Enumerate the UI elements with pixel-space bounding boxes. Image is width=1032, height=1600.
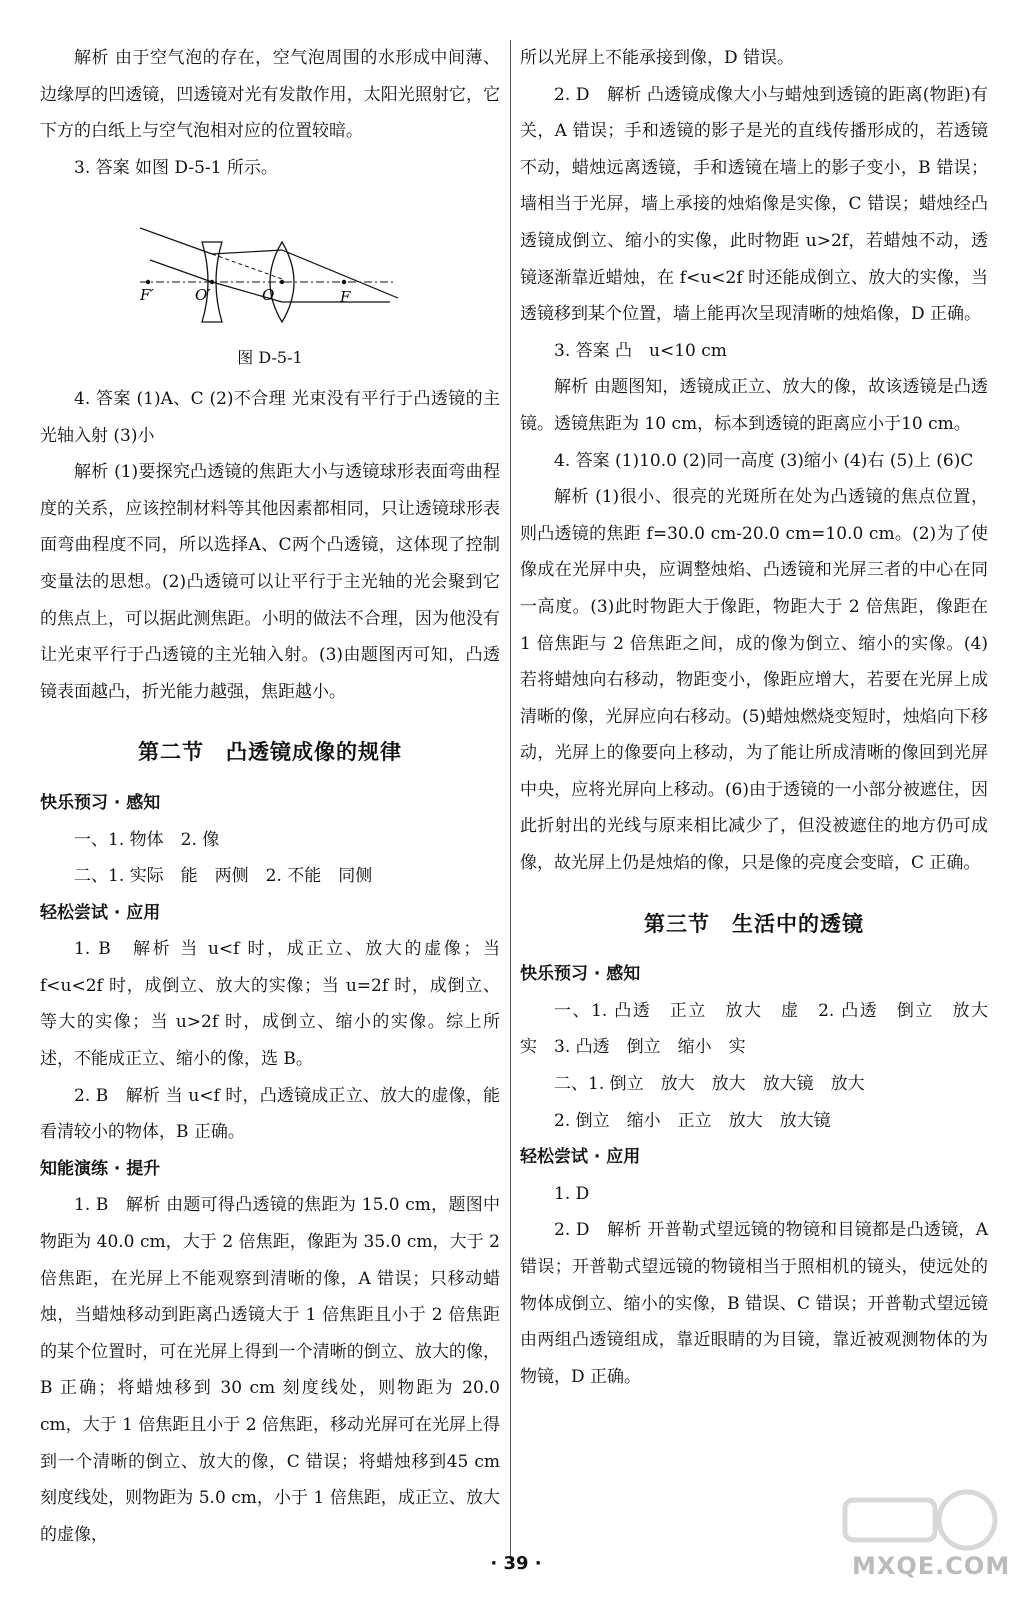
subheading-practice: 知能演练 · 提升 <box>40 1158 161 1179</box>
analysis-bubble: 解析 由于空气泡的存在，空气泡周围的水形成中间薄、边缘厚的凹透镜，凹透镜对光有发散作用，太阳光照射它，它下方的白纸上与空气泡相对应的位置较暗。 <box>40 48 500 142</box>
left-column <box>40 40 500 1553</box>
label-f-prime: F′ <box>140 286 154 305</box>
lens-diagram <box>140 190 400 340</box>
preview3-line-2: 二、1. 倒立 放大 放大 放大镜 放大 <box>554 1074 865 1095</box>
analysis-4-right: 解析 (1)很小、很亮的光斑所在处为凸透镜的焦点位置，则凸透镜的焦距 f=30.0 cm-20.0 cm=10.0 cm。(2)为了使像成在光屏中央，应调整烛焰、凸透镜和光屏三者的中心在同一高度。(3)此时物距大于像距，物距大于 2 倍焦距，像距在 1 倍焦距与 2 倍焦距之间，成的像为倒立、缩小的实像。(4)若将蜡烛向右移动，物距变小，像距应增大，若要在光屏上成清晰的像，光屏应向右移动。(5)蜡烛燃烧变短时，烛焰向下移动，光屏上的像要向上移动，为了能让所成清晰的像回到光屏中央，应将光屏向上移动。(6)由于透镜的一小部分被遮住，因此折射出的光线与原来相比减少了，但没被遮住的地方仍可成像，故光屏上仍是烛焰的像，只是像的亮度会变暗，C 正确。 <box>520 487 988 874</box>
point-f-prime <box>146 280 150 284</box>
subheading-preview-3: 快乐预习 · 感知 <box>520 964 641 985</box>
subheading-try: 轻松尝试 · 应用 <box>40 902 161 923</box>
figure-caption: 图 D-5-1 <box>237 348 303 368</box>
column-divider <box>510 40 511 1560</box>
page-number: · 39 · <box>490 1553 542 1574</box>
subheading-preview: 快乐预习 · 感知 <box>40 792 161 813</box>
practice-item-1: 1. B 解析 由题可得凸透镜的焦距为 15.0 cm，题图中物距为 40.0 cm，大于 2 倍焦距，像距为 35.0 cm，大于 2 倍焦距，在光屏上不能观察到清晰的像，A 错误；只移动蜡烛，当蜡烛移动到距离凸透镜大于 1 倍焦距且小于 2 倍焦距的某个位置时，可在光屏上得到一个清晰的倒立、放大的像，B 正确；将蜡烛移到 30 cm 刻度线处，则物距为 20.0 cm，大于 1 倍焦距且小于 2 倍焦距，移动光屏可在光屏上得到一个清晰的倒立、放大的像，C 错误；将蜡烛移到45 cm刻度线处，则物距为 5.0 cm，小于 1 倍焦距，成正立、放大的虚像， <box>40 1195 500 1545</box>
point-f <box>342 280 346 284</box>
preview-line-1: 一、1. 物体 2. 像 <box>74 829 220 850</box>
practice-item-3: 3. 答案 凸 u<10 cm <box>554 340 727 361</box>
answer-3: 3. 答案 如图 D-5-1 所示。 <box>74 157 278 178</box>
try3-item-2: 2. D 解析 开普勒式望远镜的物镜和目镜都是凸透镜，A 错误；开普勒式望远镜的物镜相当于照相机的镜头，使远处的物体成倒立、缩小的实像，B 错误、C 错误；开普勒式望远镜由两组凸透镜组成，靠近眼睛的为目镜，靠近被观测物体的为物镜，D 正确。 <box>520 1220 988 1387</box>
right-column <box>520 40 1005 1395</box>
section-3-title: 第三节 生活中的透镜 <box>644 911 864 936</box>
lens-figure <box>40 190 500 340</box>
label-f: F <box>340 288 351 307</box>
point-o <box>280 280 284 284</box>
label-o-prime: O′ <box>195 286 211 305</box>
try-item-2: 2. B 解析 当 u<f 时，凸透镜成正立、放大的虚像，能看清较小的物体，B 正确。 <box>40 1085 500 1143</box>
answer-4: 4. 答案 (1)A、C (2)不合理 光束没有平行于凸透镜的主光轴入射 (3)小 <box>40 388 500 446</box>
try-item-1: 1. B 解析 当 u<f 时，成正立、放大的虚像；当 f<u<2f 时，成倒立、放大的实像；当 u=2f 时，成倒立、等大的实像；当 u>2f 时，成倒立、缩小的实像。综上所述，不能成正立、缩小的像，选 B。 <box>40 939 500 1070</box>
watermark-text: MXQE.COM <box>852 1552 1011 1580</box>
preview3-line-1: 一、1. 凸透 正立 放大 虚 2. 凸透 倒立 放大 实 3. 凸透 倒立 缩小 实 <box>520 1000 1005 1058</box>
subheading-try-3: 轻松尝试 · 应用 <box>520 1147 641 1168</box>
point-o-prime <box>210 280 214 284</box>
analysis-3: 解析 由题图知，透镜成正立、放大的像，故该透镜是凸透镜。透镜焦距为 10 cm，标本到透镜的距离应小于10 cm。 <box>520 377 988 434</box>
preview3-line-3: 2. 倒立 缩小 正立 放大 放大镜 <box>554 1110 831 1131</box>
incoming-ray-lower <box>150 260 212 282</box>
section-2-title: 第二节 凸透镜成像的规律 <box>138 740 402 765</box>
parallel-ray-upper <box>212 250 282 254</box>
analysis-4: 解析 (1)要探究凸透镜的焦距大小与透镜球形表面弯曲程度的关系，应该控制材料等其他因素都相同，只让透镜球形表面弯曲程度不同，所以选择A、C两个凸透镜，这体现了控制变量法的思想。(2)凸透镜可以让平行于主光轴的光会聚到它的焦点上，可以据此测焦距。小明的做法不合理，因为他没有让光束平行于凸透镜的主光轴入射。(3)由题图丙可知，凸透镜表面越凸，折光能力越强，焦距越小。 <box>40 462 500 702</box>
continued-text: 所以光屏上不能承接到像，D 错误。 <box>520 48 795 68</box>
incoming-ray-upper <box>140 228 212 254</box>
try3-item-1: 1. D <box>554 1183 590 1204</box>
label-o: O <box>262 286 275 305</box>
practice-item-4: 4. 答案 (1)10.0 (2)同一高度 (3)缩小 (4)右 (5)上 (6)C <box>554 450 974 471</box>
practice-item-2: 2. D 解析 凸透镜成像大小与蜡烛到透镜的距离(物距)有关，A 错误；手和透镜的影子是光的直线传播形成的，若透镜不动，蜡烛远离透镜，手和透镜在墙上的影子变小，B 错误；墙相当于光屏，墙上承接的烛焰像是实像，C 错误；蜡烛经凸透镜成倒立、缩小的实像，此时物距 u>2f，若蜡烛不动，透镜逐渐靠近蜡烛，在 f<u<2f 时还能成倒立、放大的实像，当透镜移到某个位置，墙上能再次呈现清晰的烛焰像，D 正确。 <box>520 84 988 325</box>
preview-line-2: 二、1. 实际 能 两侧 2. 不能 同侧 <box>74 866 373 887</box>
